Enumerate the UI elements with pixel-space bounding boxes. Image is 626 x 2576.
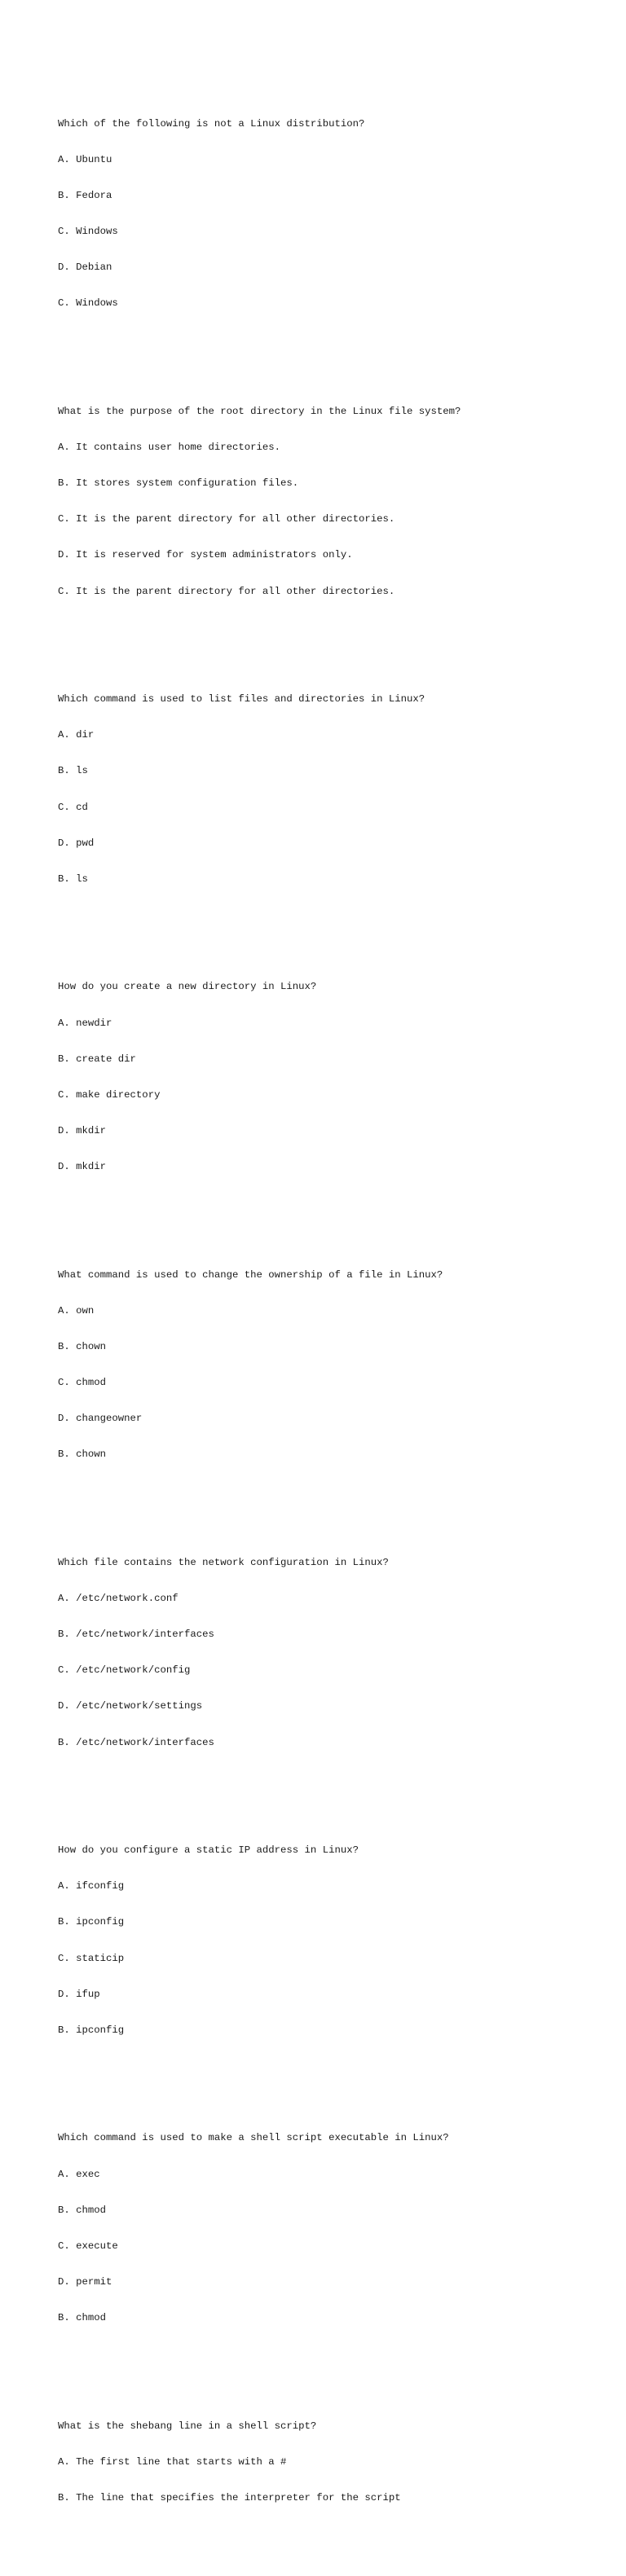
option-line: C. It is the parent directory for all other directories. (58, 513, 395, 525)
option-line: B. Fedora (58, 189, 112, 201)
option-line: B. chown (58, 1340, 107, 1352)
question-text: Which command is used to list files and directories in Linux? (58, 693, 425, 706)
option-line: D. It is reserved for system administrators only. (58, 549, 353, 561)
question-block (58, 670, 563, 909)
option-line: B. The line that specifies the interpreter for the script (58, 2491, 401, 2503)
question-block (58, 2396, 563, 2528)
answer-line: B. ipconfig (58, 2024, 125, 2036)
question-block (58, 1821, 563, 2060)
question-block (58, 1532, 563, 1772)
answer-line: D. mkdir (58, 1161, 107, 1173)
question-block (58, 1245, 563, 1484)
option-line: A. /etc/network.conf (58, 1593, 179, 1604)
answer-line: B. chown (58, 1448, 107, 1461)
option-line: D. pwd (58, 837, 95, 849)
option-line: C. /etc/network/config (58, 1664, 191, 1677)
question-text: How do you create a new directory in Linux? (58, 981, 317, 993)
option-line: C. Windows (58, 226, 118, 238)
question-text: Which of the following is not a Linux distribution? (58, 117, 365, 130)
question-text: What command is used to change the ownership of a file in Linux? (58, 1268, 443, 1281)
option-line: B. ls (58, 765, 88, 777)
option-line: C. execute (58, 2240, 118, 2252)
option-line: C. chmod (58, 1377, 107, 1389)
question-text: How do you configure a static IP address in Linux? (58, 1844, 359, 1857)
option-line: B. ipconfig (58, 1916, 125, 1928)
question-block (58, 94, 563, 333)
option-line: B. It stores system configuration files. (58, 477, 299, 490)
answer-line: C. Windows (58, 297, 118, 310)
option-line: D. permit (58, 2275, 112, 2288)
option-line: D. mkdir (58, 1124, 107, 1136)
option-line: A. It contains user home directories. (58, 442, 281, 453)
answer-line: B. /etc/network/interfaces (58, 1736, 214, 1748)
option-line: A. The first line that starts with a # (58, 2455, 287, 2468)
option-line: D. Debian (58, 262, 112, 274)
document-content (58, 58, 563, 2576)
question-block (58, 957, 563, 1197)
option-line: D. changeowner (58, 1413, 143, 1425)
question-text: What is the purpose of the root directory in the Linux file system? (58, 405, 461, 417)
option-line: D. /etc/network/settings (58, 1700, 203, 1712)
answer-line: B. chmod (58, 2312, 107, 2324)
option-line: C. staticip (58, 1952, 125, 1964)
question-block (58, 381, 563, 621)
question-text: Which file contains the network configuration in Linux? (58, 1556, 389, 1568)
option-line: A. dir (58, 729, 95, 741)
question-block (58, 2108, 563, 2348)
option-line: C. make directory (58, 1088, 161, 1101)
option-line: B. create dir (58, 1053, 136, 1065)
option-line: D. ifup (58, 1988, 100, 2000)
option-line: A. exec (58, 2168, 100, 2180)
answer-line: C. It is the parent directory for all other directories. (58, 585, 395, 597)
option-line: A. newdir (58, 1017, 112, 1029)
question-text: Which command is used to make a shell script executable in Linux? (58, 2132, 449, 2144)
option-line: B. /etc/network/interfaces (58, 1629, 214, 1641)
option-line: C. cd (58, 801, 88, 813)
option-line: A. ifconfig (58, 1880, 125, 1892)
question-text: What is the shebang line in a shell script? (58, 2420, 317, 2432)
option-line: B. chmod (58, 2204, 107, 2216)
answer-line: B. ls (58, 873, 88, 885)
option-line: A. own (58, 1304, 95, 1317)
option-line: A. Ubuntu (58, 153, 112, 165)
